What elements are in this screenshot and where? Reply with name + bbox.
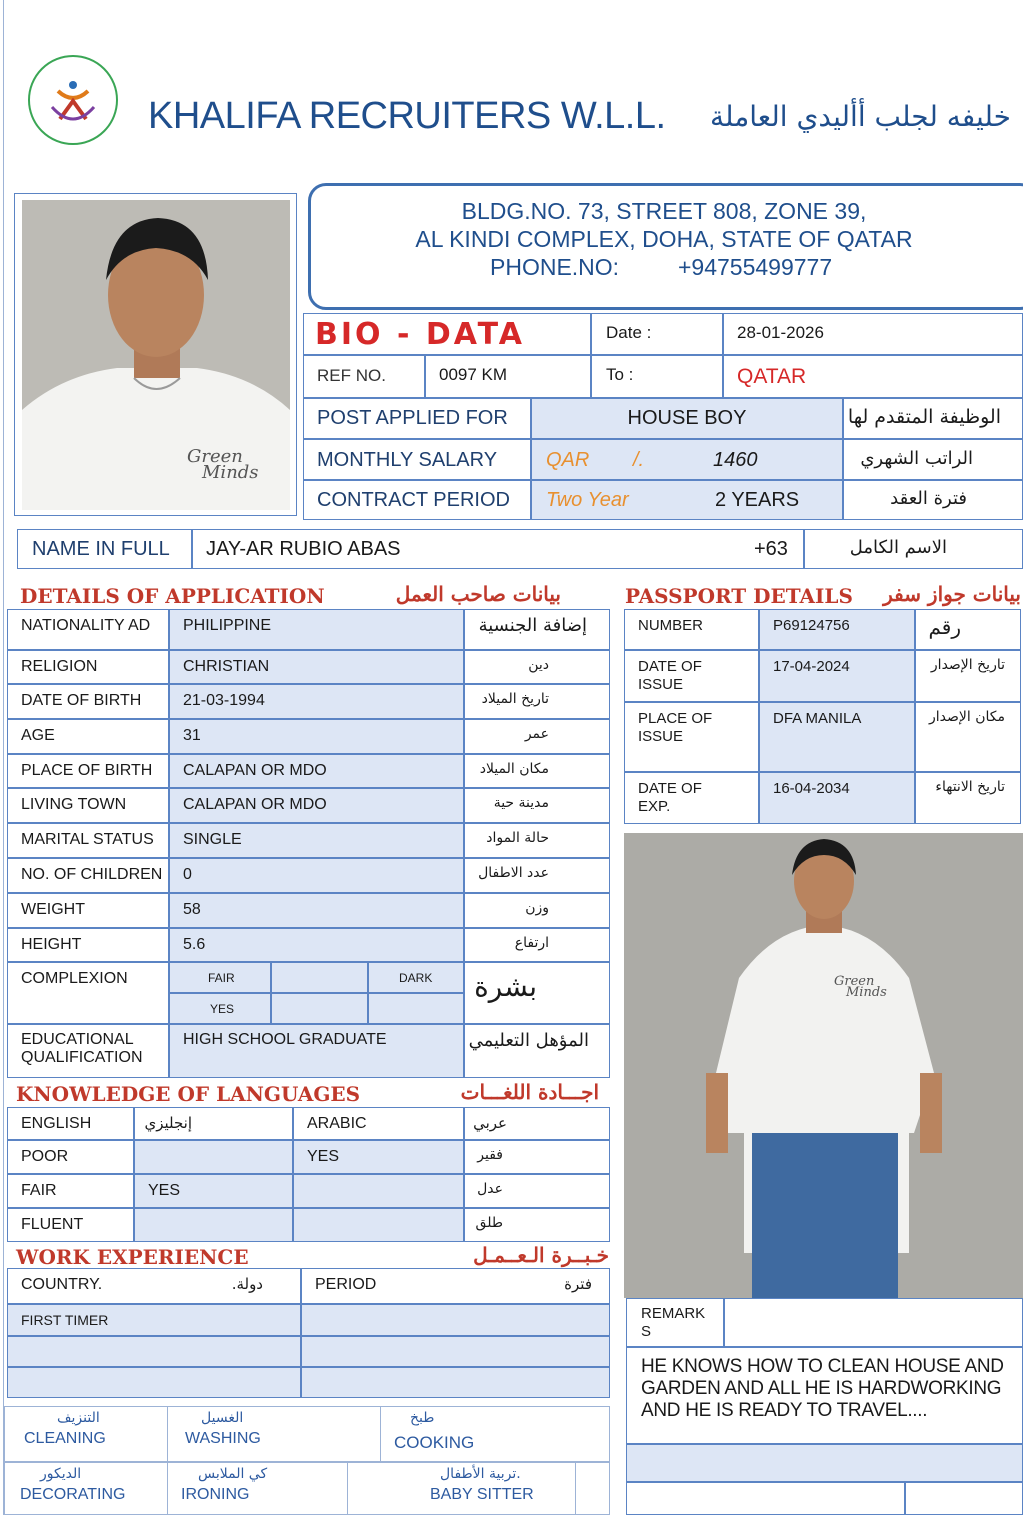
app-row-value: CALAPAN OR MDO (183, 762, 327, 779)
work-entry: FIRST TIMER (21, 1312, 109, 1328)
app-value-cell (169, 858, 464, 893)
lang-arabic-value: YES (307, 1148, 340, 1165)
app-row-arabic: حالة المواد (486, 830, 549, 846)
skill-arabic: التنزيف (57, 1410, 100, 1426)
skill-label: CLEANING (24, 1430, 106, 1447)
passport-row-arabic: رقم (928, 615, 961, 639)
remarks-blank-row (626, 1444, 1023, 1482)
post-label: POST APPLIED FOR (317, 407, 508, 429)
remarks-footer-left (626, 1482, 905, 1515)
app-row-label: DATE OF BIRTH (21, 692, 142, 709)
passport-title: PASSPORT DETAILS (625, 584, 853, 608)
app-row-arabic: ارتفاع (514, 935, 549, 951)
salary-separator: /. (633, 449, 645, 471)
lang-arabic: ARABIC (307, 1115, 367, 1132)
passport-row-label: DATE OF ISSUE (638, 658, 702, 693)
passport-row-value: DFA MANILA (773, 710, 862, 727)
biodata-title: BIO - DATA (315, 317, 526, 352)
skill-arabic: الديكور (40, 1466, 82, 1482)
skill-label: BABY SITTER (430, 1486, 534, 1503)
lang-level-label: POOR (21, 1148, 69, 1165)
to-value: QATAR (737, 365, 807, 388)
app-row-label: NATIONALITY AD (21, 617, 151, 634)
remarks-footer-right (905, 1482, 1023, 1515)
app-row-arabic: دين (528, 657, 549, 673)
app-row-arabic: وزن (525, 900, 549, 916)
company-logo (28, 55, 118, 145)
shirt-logo-text: Green (187, 446, 243, 467)
complexion-mid-yes-cell (271, 993, 368, 1024)
work-title-arabic: خـبــرة الـعــمـل (473, 1243, 609, 1267)
salary-value: 1460 (713, 449, 758, 471)
phone-value: +94755499777 (678, 254, 833, 280)
complexion-mid-cell (271, 962, 368, 993)
languages-title-arabic: اجـــادة اللغـــات (460, 1080, 599, 1104)
work-country-arabic: دولة. (231, 1275, 263, 1293)
work-row-3-period (301, 1367, 610, 1398)
address-line-2: AL KINDI COMPLEX, DOHA, STATE OF QATAR (415, 226, 913, 252)
skill-arabic: كي الملابس (198, 1466, 268, 1482)
complexion-fair-yes: YES (210, 1002, 235, 1016)
lang-arabic-arabic: عربي (473, 1114, 507, 1132)
app-row-arabic: مكان الميلاد (479, 761, 549, 777)
complexion-label: COMPLEXION (21, 970, 128, 987)
app-row-label: HEIGHT (21, 936, 82, 953)
work-row-2-country (7, 1336, 301, 1367)
svg-text:Minds: Minds (846, 985, 887, 1000)
passport-row-arabic: مكان الإصدار (929, 709, 1005, 725)
app-row-label: MARITAL STATUS (21, 831, 154, 848)
app-row-arabic: عمر (524, 726, 549, 742)
app-row-label: NO. OF CHILDREN (21, 866, 163, 883)
phone-label: PHONE.NO: (490, 254, 620, 280)
lang-level-label: FLUENT (21, 1216, 84, 1233)
work-period-label: PERIOD (315, 1276, 377, 1293)
applicant-photo-full (624, 833, 1023, 1298)
lang-level-arabic: فقير (477, 1147, 503, 1163)
languages-title: KNOWLEDGE OF LANGUAGES (16, 1082, 361, 1106)
complexion-fair: FAIR (208, 971, 235, 985)
name-arabic: الاسم الكامل (849, 537, 947, 558)
contract-label: CONTRACT PERIOD (317, 489, 510, 511)
to-label: To : (606, 365, 634, 384)
remarks-label: REMARK S (641, 1305, 706, 1340)
app-row-value: SINGLE (183, 831, 242, 848)
application-title-arabic: بيانات صاحب العمل (395, 582, 561, 606)
date-label: Date : (606, 323, 652, 342)
app-row-value: 0 (183, 866, 192, 883)
skill-label: IRONING (181, 1486, 250, 1503)
app-row-label: PLACE OF BIRTH (21, 762, 153, 779)
passport-row-label: DATE OF EXP. (638, 780, 702, 815)
lang-arabic-cell (293, 1208, 464, 1242)
passport-row-label: PLACE OF ISSUE (638, 710, 713, 745)
svg-text:Green: Green (834, 974, 875, 989)
lang-english-arabic: إنجليزي (144, 1114, 192, 1132)
skill-arabic: تربية الأطفال. (440, 1466, 521, 1482)
skill-label: WASHING (185, 1430, 261, 1447)
salary-label: MONTHLY SALARY (317, 449, 498, 471)
app-row-arabic: إضافة الجنسية (478, 615, 587, 636)
passport-row-arabic: تاريخ الإصدار (930, 657, 1005, 673)
passport-title-arabic: بيانات جواز سفر (883, 582, 1021, 606)
ref-label: REF NO. (317, 366, 386, 385)
app-row-value: CHRISTIAN (183, 658, 270, 675)
name-code: +63 (754, 538, 788, 560)
app-row-label: WEIGHT (21, 901, 85, 918)
app-row-value: CALAPAN OR MDO (183, 796, 327, 813)
passport-row-label: NUMBER (638, 617, 704, 634)
work-row-3-country (7, 1367, 301, 1398)
app-row-value: 21-03-1994 (183, 692, 265, 709)
remarks-label-side (724, 1298, 1023, 1347)
salary-currency: QAR (546, 449, 590, 471)
company-name-arabic: خليفه لجلب أأليدي العاملة (709, 100, 1011, 133)
app-row-value: PHILIPPINE (183, 617, 272, 634)
contract-hint: Two Year (546, 489, 629, 511)
name-value: JAY-AR RUBIO ABAS (206, 538, 401, 560)
lang-level-arabic: طلق (475, 1215, 503, 1231)
name-label: NAME IN FULL (32, 538, 170, 560)
passport-row-value: 16-04-2034 (773, 780, 850, 797)
app-row-arabic: تاريخ الميلاد (481, 691, 549, 707)
lang-english-cell (134, 1208, 293, 1242)
lang-level-arabic: عدل (477, 1181, 503, 1197)
complexion-dark-yes-cell (368, 993, 464, 1024)
lang-level-label: FAIR (21, 1182, 57, 1199)
app-row-label: AGE (21, 727, 55, 744)
logo-figure-icon (30, 57, 116, 143)
education-label: EDUCATIONAL QUALIFICATION (21, 1031, 143, 1066)
app-row-arabic: عدد الاطفال (478, 865, 549, 881)
salary-arabic: الراتب الشهري (860, 448, 973, 469)
education-value: HIGH SCHOOL GRADUATE (183, 1031, 387, 1048)
date-value: 28-01-2026 (737, 323, 824, 342)
svg-text:Minds: Minds (202, 462, 259, 483)
app-row-value: 31 (183, 727, 201, 744)
company-name: KHALIFA RECRUITERS W.L.L. (148, 95, 666, 137)
contract-arabic: فترة العقد (890, 488, 967, 509)
app-row-label: LIVING TOWN (21, 796, 127, 813)
app-row-arabic: مدينة حية (493, 795, 549, 811)
lang-english: ENGLISH (21, 1115, 92, 1132)
skill-label: COOKING (394, 1433, 475, 1452)
address-line-1: BLDG.NO. 73, STREET 808, ZONE 39, (461, 198, 867, 224)
app-value-cell (169, 719, 464, 754)
lang-arabic-cell (293, 1174, 464, 1208)
work-title: WORK EXPERIENCE (16, 1245, 249, 1269)
app-value-cell (169, 928, 464, 962)
skill-label: DECORATING (20, 1486, 126, 1503)
lang-english-value: YES (148, 1182, 181, 1199)
ref-value: 0097 KM (439, 365, 508, 384)
education-arabic: المؤهل التعليمي (468, 1030, 589, 1051)
passport-row-arabic: تاريخ الانتهاء (935, 779, 1005, 795)
passport-row-value: P69124756 (773, 617, 850, 634)
work-period-arabic: فترة (564, 1275, 592, 1293)
app-value-cell (169, 893, 464, 928)
skill-arabic: الغسيل (201, 1410, 244, 1426)
passport-row-value: 17-04-2024 (773, 658, 850, 675)
contract-value: 2 YEARS (715, 489, 800, 511)
complexion-dark: DARK (399, 971, 433, 985)
work-row-2-period (301, 1336, 610, 1367)
applicant-photo-portrait (22, 200, 290, 510)
app-row-value: 5.6 (183, 936, 206, 953)
application-title: DETAILS OF APPLICATION (20, 584, 325, 608)
work-row-1-period (301, 1304, 610, 1336)
post-value: HOUSE BOY (627, 407, 747, 429)
remarks-text: HE KNOWS HOW TO CLEAN HOUSE AND GARDEN AND ALL HE IS HARDWORKING AND HE IS READY TO TRAVEL.... (641, 1356, 1004, 1421)
app-row-label: RELIGION (21, 658, 98, 675)
left-edge-line (3, 0, 4, 1515)
work-country-label: COUNTRY. (21, 1276, 103, 1293)
lang-english-cell (134, 1140, 293, 1174)
complexion-arabic: بشرة (474, 970, 537, 1003)
post-arabic: الوظيفة المتقدم لها (847, 406, 1001, 428)
app-row-value: 58 (183, 901, 201, 918)
skill-arabic: طبخ (410, 1410, 435, 1426)
